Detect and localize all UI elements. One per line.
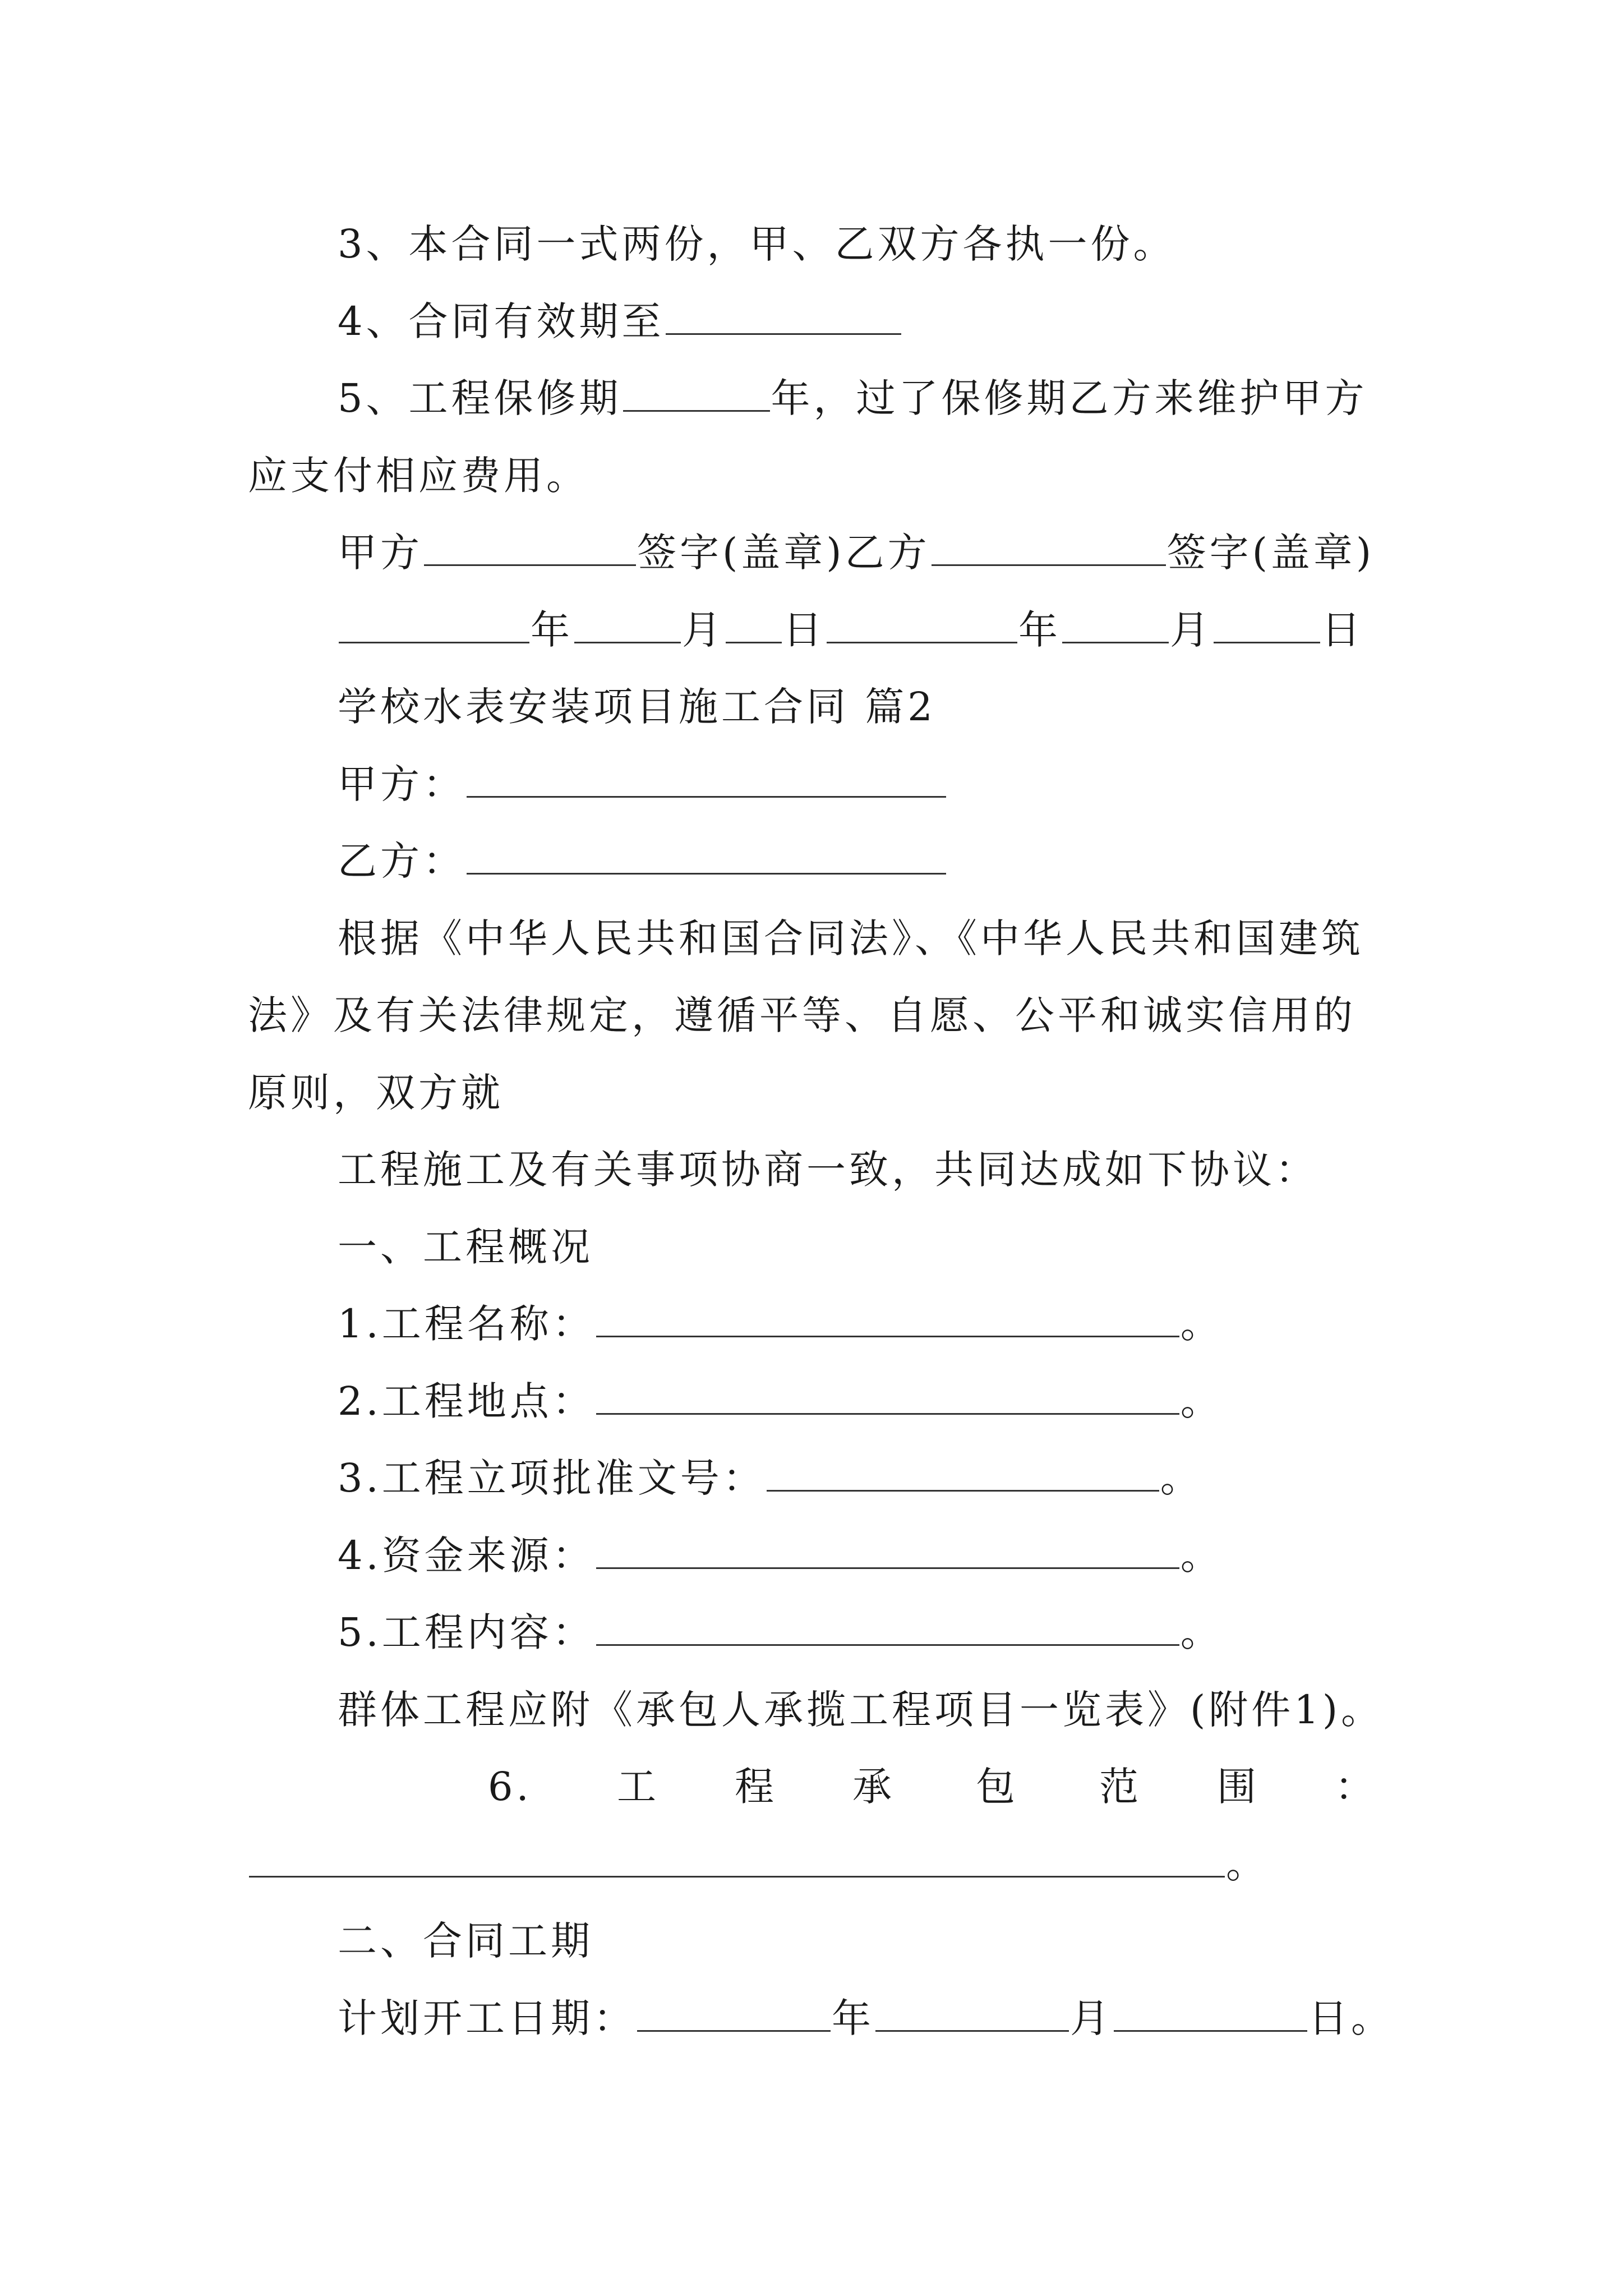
project-name-blank [596,1296,1179,1337]
day-label: 日。 [1308,1995,1394,2041]
clause-5-continued-text: 应支付相应费用。 [248,453,589,499]
article-2-heading [338,1910,1623,1972]
party-b-name-blank [467,834,946,875]
clause-3 [338,213,1623,275]
preamble-text-3: 原则，双方就 [248,1070,504,1116]
preamble-text-2: 法》及有关法律规定，遵循平等、自愿、公平和诚实信用的 [248,992,1356,1038]
project-content-line [338,1602,1623,1663]
project-location-label: 2.工程地点： [338,1378,595,1424]
scope-char: 工 [617,1764,660,1810]
party-a-label: 甲方： [338,761,465,807]
party-b-day-blank [1214,602,1320,643]
month-label: 月 [1070,1995,1113,2041]
year-label: 年 [531,607,573,653]
signature-date-line [338,599,1623,661]
signature-seal-label: 签字(盖章) [1166,530,1375,576]
clause-4-label: 4、合同有效期至 [338,298,665,344]
contract-scope-blank-line [248,1833,1623,1895]
clause-5-rest: 年，过了保修期乙方来维护甲方 [771,375,1368,421]
warranty-years-blank [623,371,770,412]
project-name-label: 1.工程名称： [338,1301,595,1347]
period: 。 [1180,1533,1223,1579]
preamble-text-4: 工程施工及有关事项协商一致，共同达成如下协议： [338,1147,1318,1193]
signature-line [338,522,1623,583]
planned-start-label: 计划开工日期： [338,1995,636,2041]
contract-scope-blank [249,1837,1225,1878]
article-1-title: 一、工程概况 [338,1224,593,1270]
party-a-name-blank [467,757,946,798]
preamble-line-2 [248,984,1623,1046]
approval-number-line [338,1447,1623,1509]
month-label: 月 [1170,607,1212,653]
period: 。 [1180,1609,1223,1655]
period: 。 [1160,1455,1203,1501]
clause-5-label: 5、工程保修期 [338,375,622,421]
party-a-month-blank [574,602,681,643]
scope-char: 程 [735,1764,777,1810]
start-day-blank [1114,1991,1307,2032]
scope-char: 范 [1099,1764,1142,1810]
party-a-signature-blank [424,525,636,566]
year-label: 年 [832,1995,874,2041]
preamble-text-1: 根据《中华人民共和国合同法》、《中华人民共和国建筑 [338,915,1364,961]
signature-seal-party-b-label: 签字(盖章)乙方 [637,530,930,576]
year-label: 年 [1018,607,1061,653]
article-1-heading [338,1216,1623,1278]
approval-number-blank [767,1451,1159,1492]
party-b-signature-blank [932,525,1166,566]
period: 。 [1180,1301,1223,1347]
project-content-blank [596,1605,1179,1646]
clause-5-continued [248,445,1623,507]
scope-colon: ： [1335,1764,1377,1810]
funding-source-blank [596,1528,1179,1569]
period: 。 [1226,1841,1269,1887]
party-a-line [338,753,1623,815]
scope-number: 6. [488,1764,532,1810]
scope-char: 包 [976,1764,1018,1810]
preamble-line-1 [338,908,1623,969]
project-location-line [338,1370,1623,1432]
month-label: 月 [682,607,725,653]
section-heading [338,676,1623,738]
project-location-blank [596,1374,1179,1415]
article-2-title: 二、合同工期 [338,1918,593,1964]
party-b-month-blank [1062,602,1169,643]
group-project-note [338,1679,1623,1741]
project-content-label: 5.工程内容： [338,1609,595,1655]
clause-3-text: 3、本合同一式两份，甲、乙双方各执一份。 [338,221,1176,267]
contract-scope-line [0,1756,1623,1818]
party-b-year-blank [827,602,1017,643]
preamble-line-3 [248,1062,1623,1124]
funding-source-label: 4.资金来源： [338,1533,595,1579]
party-b-label: 乙方： [338,838,465,884]
project-name-line [338,1293,1623,1355]
clause-4 [338,291,1623,352]
validity-date-blank [666,294,901,335]
party-a-day-blank [726,602,782,643]
day-label: 日 [1321,607,1364,653]
scope-char: 围 [1217,1764,1260,1810]
period: 。 [1180,1378,1223,1424]
start-month-blank [875,1991,1069,2032]
scope-char: 承 [852,1764,895,1810]
preamble-line-4 [338,1139,1623,1200]
start-year-blank [637,1991,831,2032]
funding-source-line [338,1525,1623,1586]
contract-title: 学校水表安装项目施工合同 篇2 [338,684,936,730]
party-b-line [338,830,1623,892]
party-a-label: 甲方 [338,530,423,576]
day-label: 日 [783,607,826,653]
approval-number-label: 3.工程立项批准文号： [338,1455,766,1501]
group-project-note-text: 群体工程应附《承包人承揽工程项目一览表》(附件1)。 [338,1687,1384,1733]
planned-start-line [338,1987,1623,2049]
party-a-year-blank [339,602,529,643]
clause-5 [338,367,1623,429]
